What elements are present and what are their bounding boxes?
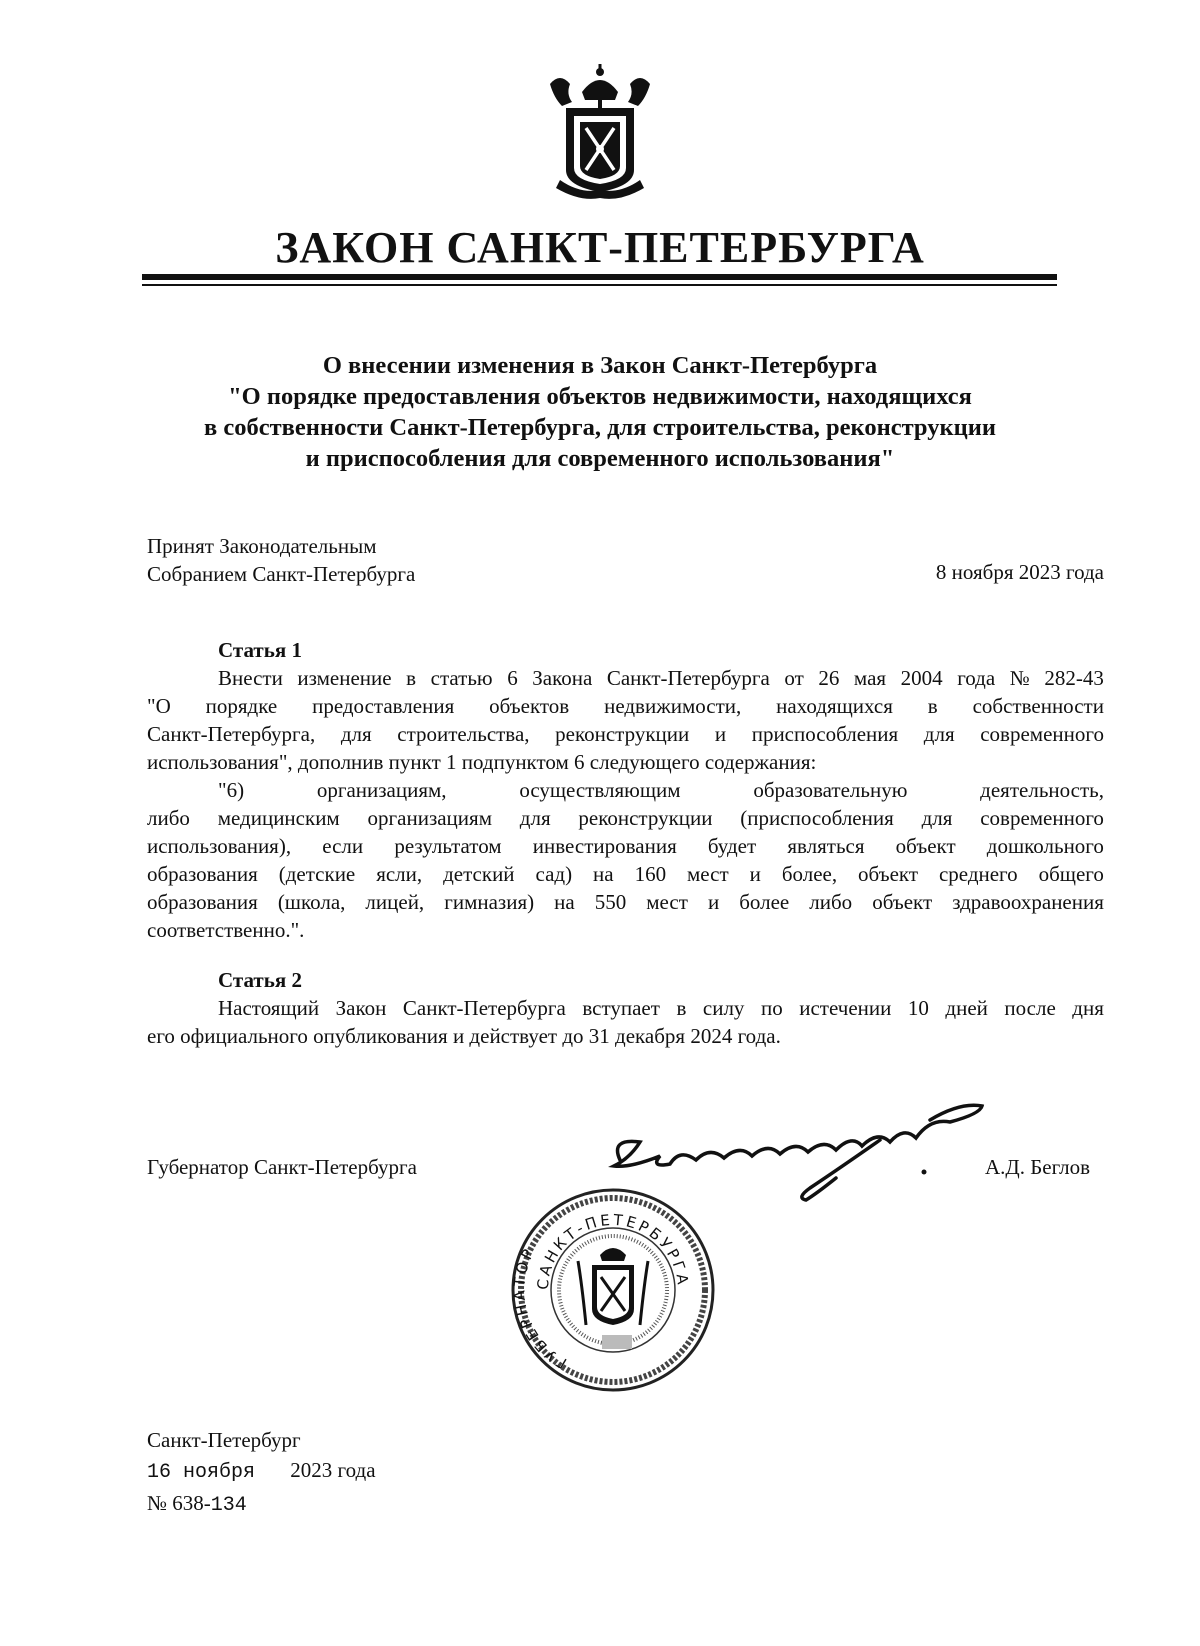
article-1-line: соответственно.". — [147, 918, 305, 942]
seal-outer-text: ГУБЕРНАТОР — [510, 1243, 570, 1373]
adoption-date: 8 ноября 2023 года — [935, 560, 1104, 584]
footer-date — [147, 1455, 376, 1488]
article-1-line: использования), если результатом инвестирования будет являться объект дошкольного — [147, 834, 1104, 858]
article-1-line: либо медицинским организациям для реконструкции (приспособления для современного — [147, 806, 1104, 830]
article-2-heading: Статья 2 — [218, 968, 302, 992]
footer-day-month: 16 ноября — [147, 1461, 256, 1484]
article-1-line: образования (школа, лицей, гимназия) на 550 мест и более либо объект здравоохранения — [147, 890, 1104, 914]
adoption-line: Принят Законодательным — [147, 534, 377, 558]
article-1-line: "6) организациям, осуществляющим образовательную деятельность, — [218, 778, 1104, 802]
header-rule-thick — [142, 274, 1057, 280]
article-2-line: его официального опубликования и действует до 31 декабря 2024 года. — [147, 1024, 781, 1048]
adoption-line: Собранием Санкт-Петербурга — [147, 562, 416, 586]
footer-city: Санкт-Петербург — [147, 1428, 301, 1452]
title-line: "О порядке предоставления объектов недвижимости, находящихся — [228, 383, 972, 410]
header-rule-thin — [142, 284, 1057, 286]
article-2-line: Настоящий Закон Санкт-Петербурга вступает в силу по истечении 10 дней после дня — [218, 996, 1104, 1020]
title-line: в собственности Санкт-Петербурга, для строительства, реконструкции — [204, 414, 996, 441]
governor-name: А.Д. Беглов — [985, 1155, 1091, 1179]
article-1-line: образования (детские ясли, детский сад) на 160 мест и более, объект среднего общего — [147, 862, 1104, 886]
governor-title: Губернатор Санкт-Петербурга — [147, 1155, 417, 1179]
title-line: О внесении изменения в Закон Санкт-Петербурга — [322, 352, 878, 379]
law-title — [120, 350, 1080, 474]
footer-year: 2023 года — [290, 1458, 376, 1482]
seal-inner-text: САНКТ-ПЕТЕРБУРГА — [533, 1210, 693, 1291]
footer-number-value: 134 — [210, 1494, 247, 1517]
coat-of-arms-emblem — [540, 62, 660, 202]
governor-seal — [508, 1185, 718, 1395]
article-1-line: Внести изменение в статью 6 Закона Санкт-Петербурга от 26 мая 2004 года № 282-43 — [218, 666, 1104, 690]
footer-number — [147, 1488, 376, 1521]
article-1-line: использования", дополнив пункт 1 подпунктом 6 следующего содержания: — [147, 750, 817, 774]
article-1-line: Санкт-Петербурга, для строительства, реконструкции и приспособления для современного — [147, 722, 1104, 746]
adoption-body — [147, 532, 415, 588]
footer-number-prefix: № 638- — [147, 1491, 211, 1515]
title-line: и приспособления для современного использования" — [305, 445, 895, 472]
article-1-line: "О порядке предоставления объектов недвижимости, находящихся в собственности — [147, 694, 1104, 718]
article-1-heading: Статья 1 — [218, 638, 302, 662]
footer-block — [147, 1425, 376, 1521]
law-heading: ЗАКОН САНКТ-ПЕТЕРБУРГА — [275, 223, 925, 272]
